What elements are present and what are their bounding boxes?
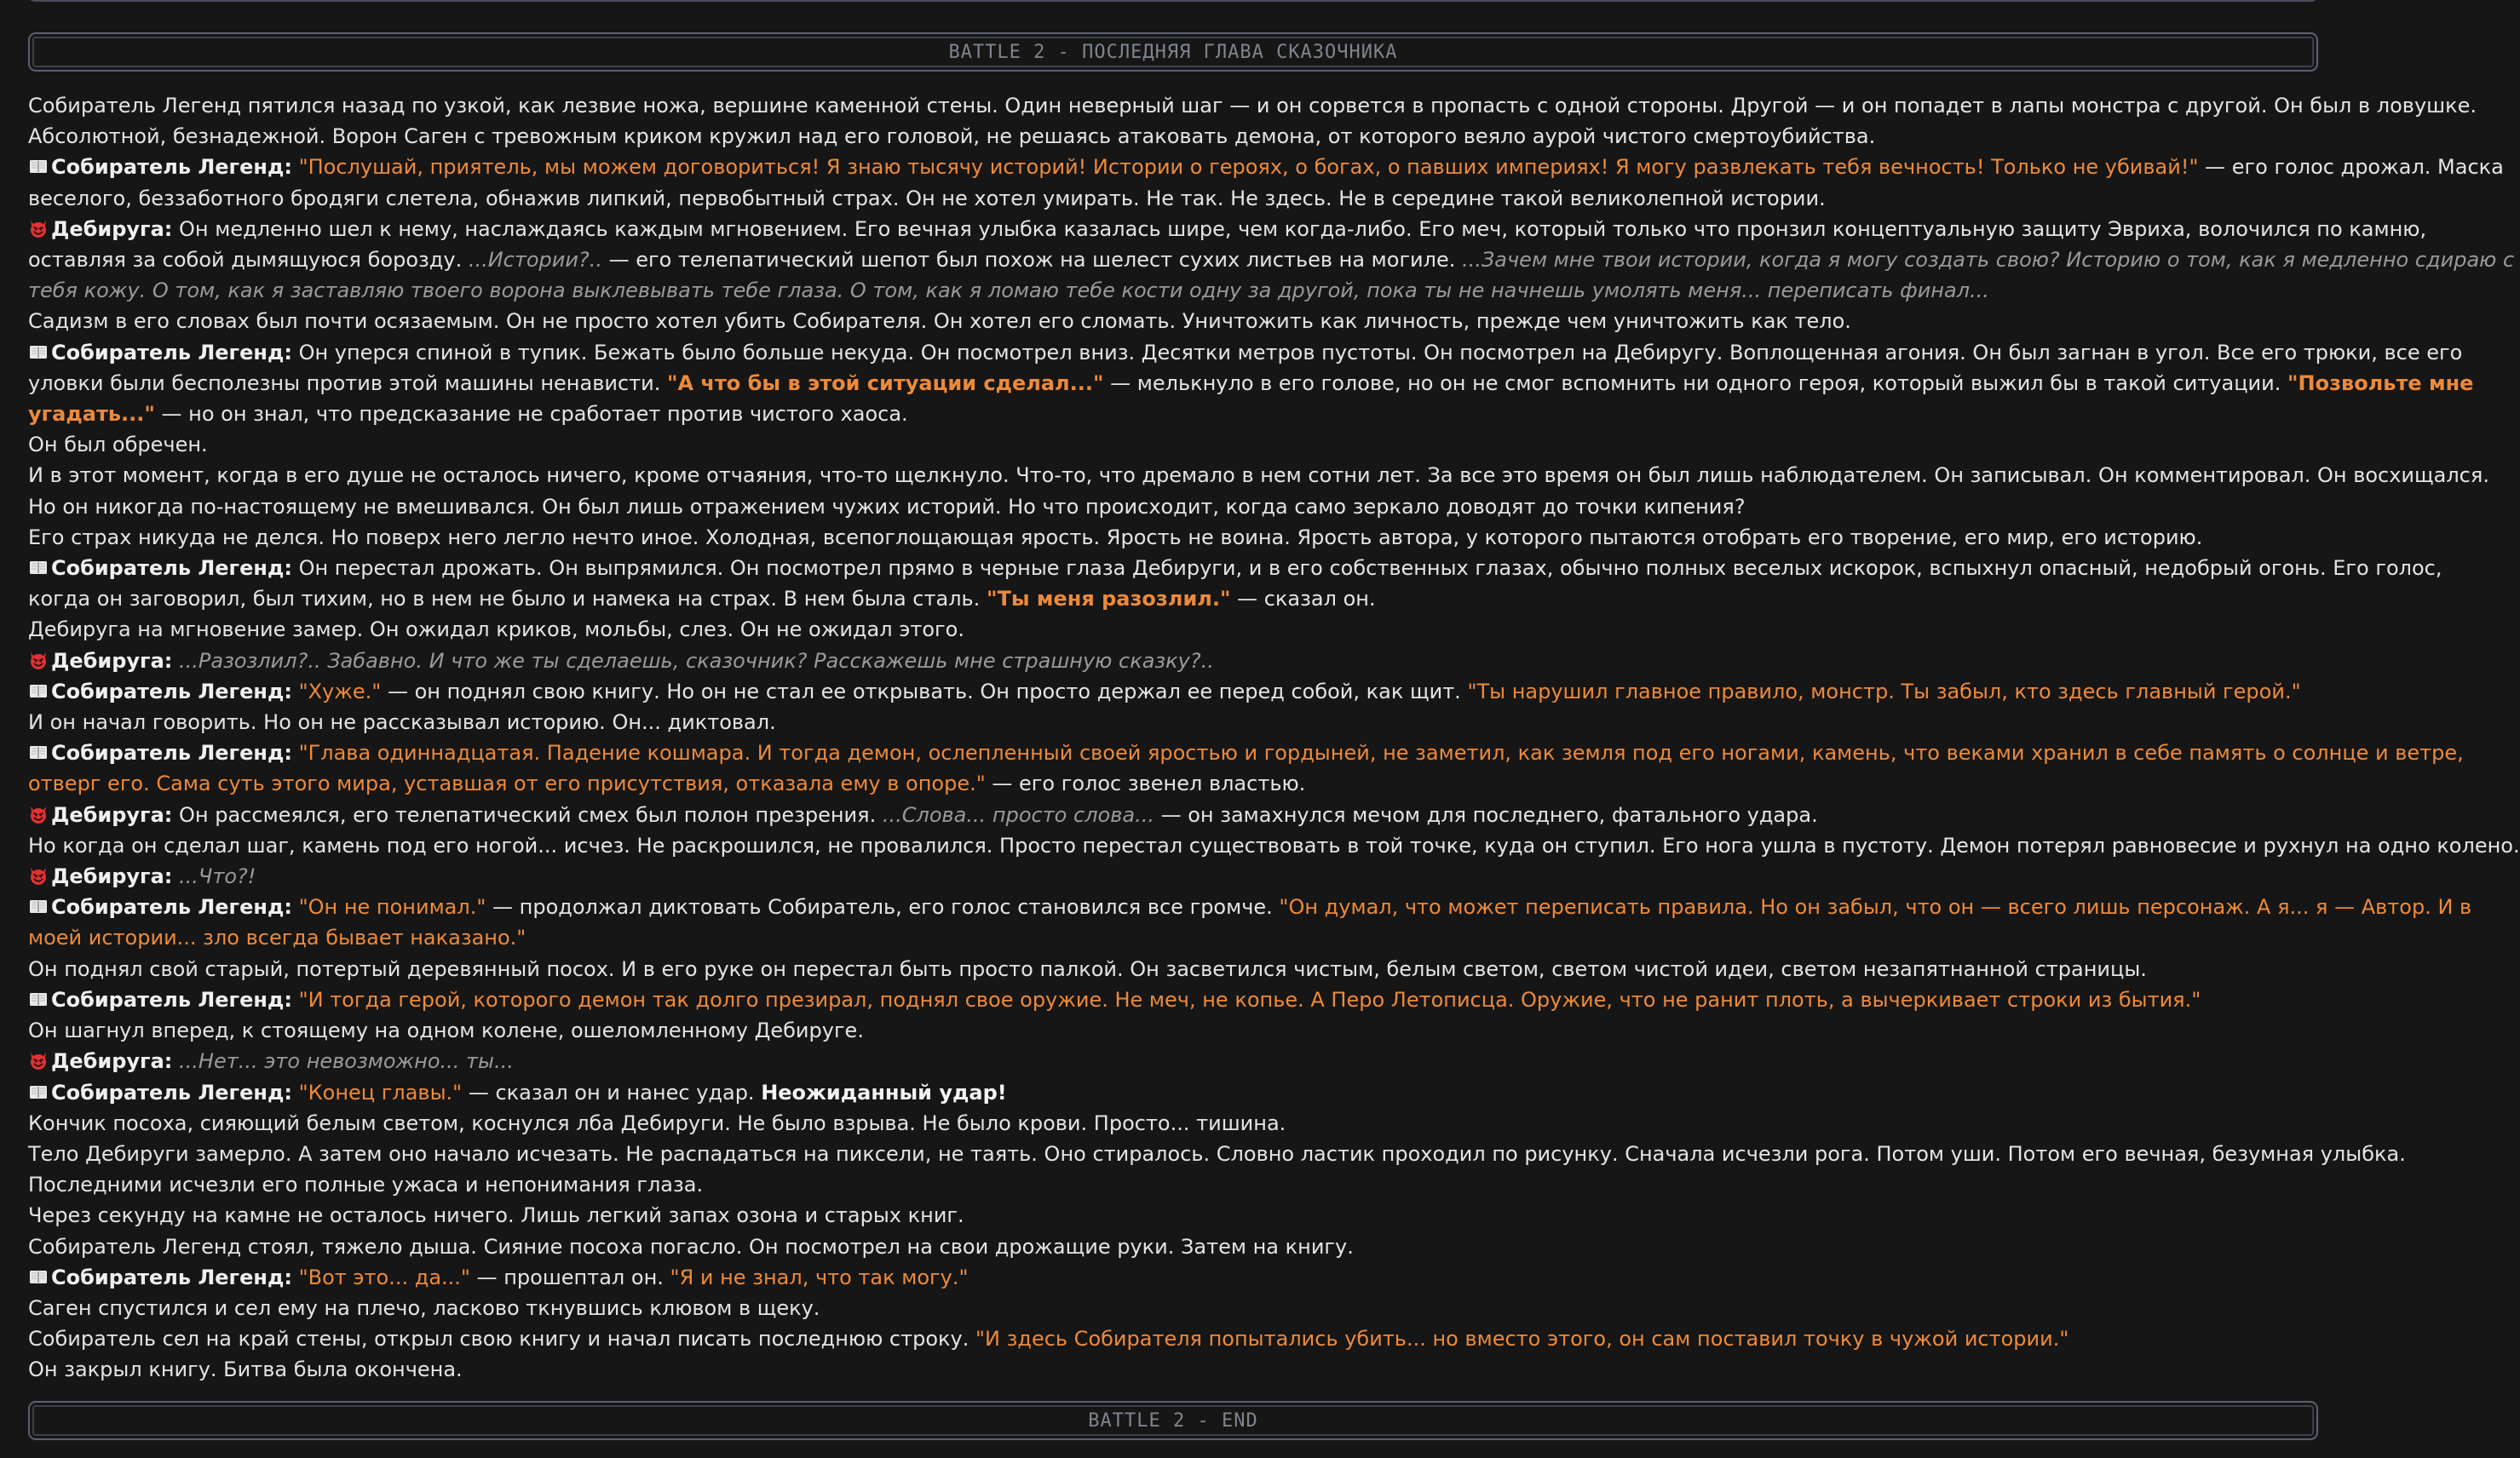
- narration-text: — прошептал он.: [469, 1265, 670, 1289]
- book-icon: [28, 1080, 49, 1100]
- narration-text: — сказал он и нанес удар.: [462, 1080, 762, 1105]
- narration-text: Через секунду на камне не осталось ничего. Лишь легкий запах озона и старых книг.: [28, 1203, 964, 1228]
- narration-text: Он был обречен.: [28, 433, 208, 457]
- story-line: [28, 1200, 2328, 1231]
- speaker-name: Дебируга:: [51, 1049, 173, 1074]
- story-line: [28, 1354, 2328, 1385]
- story-line: [28, 553, 2442, 583]
- story-line: [28, 676, 2328, 707]
- book-icon: [28, 679, 49, 699]
- narration-text: когда он заговорил, был тихим, но в нем не было и намека на страх. В нем была сталь.: [28, 587, 987, 611]
- story-line: [28, 1169, 2328, 1200]
- story-line: [28, 121, 2328, 152]
- story-line: [28, 244, 2515, 275]
- narration-text: [172, 649, 179, 673]
- story-line: [28, 152, 2504, 182]
- story-line: [28, 1323, 2328, 1354]
- story-line: [28, 954, 2328, 984]
- narration-text: И он начал говорить. Но он не рассказывал историю. Он... диктовал.: [28, 710, 776, 735]
- narration-text: Собиратель сел на край стены, открыл свою книгу и начал писать последнюю строку.: [28, 1327, 975, 1352]
- speaker-name: Собиратель Легенд:: [51, 340, 292, 364]
- speaker-name: Дебируга:: [51, 864, 173, 889]
- speaker-name: Собиратель Легенд:: [51, 1080, 292, 1105]
- devil-face-icon: [28, 802, 49, 823]
- story-line: [28, 183, 2328, 214]
- battle-start-title: BATTLE 2 - ПОСЛЕДНЯЯ ГЛАВА СКАЗОЧНИКА: [948, 41, 1398, 63]
- narration-text: Он поднял свой старый, потертый деревянный посох. И в его руке он перестал быть просто палкой. Он засветился чистым, белым светом, светом чистой идеи, светом незапятнанной страницы.: [28, 956, 2147, 981]
- dialogue-text: "Он думал, что может переписать правила. Но он забыл, что он — всего лишь персонаж. А я... я — Автор. И в: [1279, 895, 2472, 920]
- story-line: [28, 522, 2328, 553]
- narration-text: Но он никогда по-настоящему не вмешивался. Он был лишь отражением чужих историй. Но что происходит, когда само зеркало доводят до точки кипения?: [28, 494, 1746, 519]
- narration-text: — но он знал, что предсказание не сработает против чистого хаоса.: [154, 402, 908, 427]
- story-line: [28, 1293, 2328, 1323]
- story-line: [28, 1108, 2328, 1139]
- battle-end-title: BATTLE 2 - END: [1088, 1409, 1258, 1432]
- narration-text: оставляя за собой дымящуюся борозду.: [28, 248, 469, 273]
- dialogue-text: "Глава одиннадцатая. Падение кошмара. И тогда демон, ослепленный своей яростью и гордыней, не заметил, как земля под его ногами, камень, что веками хранил в себе память о солнце и ветре,: [298, 741, 2464, 766]
- dialogue-text: моей истории... зло всегда бывает наказано.": [28, 926, 526, 950]
- narration-text: Он шагнул вперед, к стоящему на одном колене, ошеломленному Дебируге.: [28, 1019, 864, 1043]
- dialogue-text: "Позвольте мне: [2287, 370, 2474, 395]
- dialogue-text: "Я и не знал, что так могу.": [670, 1265, 969, 1289]
- speaker-name: Собиратель Легенд:: [51, 155, 292, 180]
- devil-face-icon: [28, 864, 49, 884]
- narration-text: Собиратель Легенд стоял, тяжело дыша. Сияние посоха погасло. Он посмотрел на свои дрожащие руки. Затем на книгу.: [28, 1234, 1354, 1259]
- story-line: [28, 583, 2328, 614]
- narration-text: веселого, беззаботного бродяги слетела, обнажив липкий, первобытный страх. Он не хотел умирать. Не так. Не здесь. Не в середине такой великолепной истории.: [28, 186, 1826, 210]
- story-line: [28, 306, 2328, 336]
- battle-narrative: [28, 90, 2520, 1386]
- story-line: [28, 214, 2427, 244]
- story-line: [28, 337, 2463, 368]
- story-line: [28, 1015, 2328, 1046]
- narration-text: [292, 741, 299, 765]
- previous-section-border: [28, 0, 2318, 2]
- story-line: [28, 1139, 2406, 1169]
- story-line: [28, 90, 2477, 121]
- narration-text: Тело Дебируги замерло. А затем оно начало исчезать. Не распадаться на пиксели, не таять. Оно стиралось. Словно ластик проходил по рисунку. Сначала исчезли рога. Потом уши. Потом его вечная, безумная улыбка.: [28, 1141, 2406, 1166]
- emphasis-text: Неожиданный удар!: [761, 1080, 1007, 1105]
- story-line: [28, 738, 2464, 768]
- telepathic-text: ...Что?!: [179, 864, 256, 889]
- narration-text: Собиратель Легенд пятился назад по узкой, как лезвие ножа, вершине каменной стены. Один неверный шаг — и он сорвется в пропасть с одной стороны. Другой — и он попадет в лапы монстра с другой. Он был в ловушке.: [28, 94, 2477, 118]
- narration-text: — мелькнуло в его голове, но он не смог вспомнить ни одного героя, который выжил бы в такой ситуации.: [1103, 370, 2287, 395]
- narration-text: Дебируга на мгновение замер. Он ожидал криков, мольбы, слез. Он не ожидал этого.: [28, 617, 964, 642]
- story-line: [28, 1262, 2328, 1293]
- book-icon: [28, 340, 49, 360]
- narration-text: Он медленно шел к нему, наслаждаясь каждым мгновением. Его вечная улыбка казалась шире, чем когда-либо. Его меч, который только что пронзил концептуальную защиту Эвриха, волочился по камню,: [172, 216, 2427, 241]
- dialogue-text: "Послушай, приятель, мы можем договориться! Я знаю тысячу историй! Истории о героях, о богах, о павших империях! Я могу развлекать тебя вечность! Только не убивай!": [298, 155, 2199, 180]
- dialogue-text: "Хуже.": [298, 679, 382, 703]
- narration-text: Садизм в его словах был почти осязаемым. Он не просто хотел убить Собирателя. Он хотел его сломать. Уничтожить как личность, прежде чем уничтожить как тело.: [28, 309, 1851, 334]
- telepathic-text: ...Нет... это невозможно... ты...: [179, 1049, 514, 1074]
- dialogue-text: "И тогда герой, которого демон так долго презирал, поднял свое оружие. Не меч, не копье. А Перо Летописца. Оружие, что не ранит плоть, а вычеркивает строки из бытия.": [298, 987, 2201, 1012]
- dialogue-text: "Конец главы.": [298, 1080, 463, 1105]
- narration-text: Саген спустился и сел ему на плечо, ласково ткнувшись клювом в щеку.: [28, 1295, 820, 1320]
- narration-text: Он уперся спиной в тупик. Бежать было больше некуда. Он посмотрел вниз. Десятки метров пустоты. Он посмотрел на Дебиругу. Воплощенная агония. Он был загнан в угол. Все его трюки, все его: [291, 340, 2463, 364]
- story-line: [28, 800, 2328, 830]
- speaker-name: Собиратель Легенд:: [51, 741, 292, 766]
- dialogue-text: "Ты нарушил главное правило, монстр. Ты забыл, кто здесь главный герой.": [1467, 679, 2301, 703]
- narration-text: [292, 895, 299, 919]
- speaker-name: Собиратель Легенд:: [51, 679, 292, 703]
- battle-start-banner: [28, 32, 2318, 72]
- speaker-name: Дебируга:: [51, 648, 173, 673]
- devil-face-icon: [28, 1048, 49, 1069]
- story-line: [28, 892, 2472, 922]
- story-line: [28, 275, 2328, 306]
- book-icon: [28, 555, 49, 576]
- speaker-name: Собиратель Легенд:: [51, 556, 292, 581]
- battle-end-banner: [28, 1401, 2318, 1440]
- narration-text: Его страх никуда не делся. Но поверх него легло нечто иное. Холодная, всепоглощающая ярость. Ярость не воина. Ярость автора, у которого пытаются отобрать его творение, его мир, его историю.: [28, 525, 2203, 549]
- story-line: [28, 491, 2328, 522]
- telepathic-text: ...Разозлил?.. Забавно. И что же ты сделаешь, сказочник? Расскажешь мне страшную сказку?..: [179, 648, 1214, 673]
- story-line: [28, 1046, 2328, 1076]
- narration-text: Он закрыл книгу. Битва была окончена.: [28, 1358, 463, 1382]
- story-line: [28, 1231, 2328, 1262]
- dialogue-text: "Он не понимал.": [298, 895, 486, 920]
- narration-text: — его голос дрожал. Маска: [2198, 155, 2504, 180]
- speaker-name: Собиратель Легенд:: [51, 1265, 292, 1289]
- narration-text: — продолжал диктовать Собиратель, его голос становился все громче.: [486, 895, 1280, 920]
- devil-face-icon: [28, 216, 49, 237]
- narration-text: — он замахнулся мечом для последнего, фатального удара.: [1154, 802, 1818, 827]
- narration-text: Он рассмеялся, его телепатический смех был полон презрения.: [172, 802, 883, 827]
- narration-text: Абсолютной, безнадежной. Ворон Саген с тревожным криком кружил над его головой, не решаясь атаковать демона, от которого веяло аурой чистого смертоубийства.: [28, 124, 1876, 149]
- story-line: [28, 861, 2328, 892]
- story-line: [28, 768, 2328, 799]
- story-line: [28, 368, 2474, 399]
- telepathic-text: ...Зачем мне твои истории, когда я могу создать свою? Историю о том, как я медленно сдираю с: [1462, 248, 2515, 273]
- narration-text: Кончик посоха, сияющий белым светом, коснулся лба Дебируги. Не было взрыва. Не было крови. Просто... тишина.: [28, 1111, 1286, 1135]
- story-line: [28, 614, 2328, 645]
- speaker-name: Собиратель Легенд:: [51, 895, 292, 920]
- narration-text: — его телепатический шепот был похож на шелест сухих листьев на могиле.: [601, 248, 1463, 273]
- book-icon: [28, 154, 49, 175]
- speaker-name: Собиратель Легенд:: [51, 987, 292, 1012]
- dialogue-text: "И здесь Собирателя попытались убить... но вместо этого, он сам поставил точку в чужой истории.": [975, 1327, 2069, 1352]
- narration-text: — он поднял свою книгу. Но он не стал ее открывать. Он просто держал ее перед собой, как щит.: [381, 679, 1468, 703]
- story-line: [28, 429, 2328, 460]
- telepathic-text: тебя кожу. О том, как я заставляю твоего ворона выклевывать тебе глаза. О том, как я ломаю тебе кости одну за другой, пока ты не начнешь умолять меня... переписать финал...: [28, 278, 1989, 303]
- story-line: [28, 830, 2520, 861]
- story-line: [28, 1077, 2328, 1108]
- speaker-name: Дебируга:: [51, 802, 173, 827]
- story-line: [28, 707, 2328, 738]
- dialogue-text: угадать...": [28, 402, 155, 427]
- dialogue-text: "Ты меня разозлил.": [986, 587, 1231, 611]
- story-line: [28, 460, 2489, 491]
- story-line: [28, 922, 2328, 953]
- narration-text: [172, 1049, 179, 1073]
- story-line: [28, 984, 2328, 1015]
- narration-text: Но когда он сделал шаг, камень под его ногой... исчез. Не раскрошился, не провалился. Просто перестал существовать в той точке, куда он ступил. Его нога ушла в пустоту. Демон потерял равновесие и рухнул на одно колено.: [28, 833, 2520, 858]
- narration-text: [292, 1081, 299, 1105]
- book-icon: [28, 987, 49, 1007]
- devil-face-icon: [28, 648, 49, 669]
- narration-text: [292, 680, 299, 703]
- narration-text: — сказал он.: [1230, 587, 1376, 611]
- narration-text: уловки были бесполезны против этой машины ненависти.: [28, 370, 667, 395]
- story-line: [28, 399, 2328, 429]
- book-icon: [28, 1265, 49, 1285]
- dialogue-text: отверг его. Сама суть этого мира, уставшая от его присутствия, отказала ему в опоре.": [28, 772, 986, 796]
- book-icon: [28, 894, 49, 915]
- narration-text: [292, 988, 299, 1012]
- book-icon: [28, 740, 49, 761]
- dialogue-text: "Вот это... да...": [298, 1265, 470, 1289]
- telepathic-text: ...Слова... просто слова...: [882, 802, 1154, 827]
- narration-text: И в этот момент, когда в его душе не осталось ничего, кроме отчаяния, что-то щелкнуло. Что-то, что дремало в нем сотни лет. За все это время он был лишь наблюдателем. Он записывал. Он комментировал. Он восхищался.: [28, 463, 2489, 488]
- telepathic-text: ...Истории?..: [468, 248, 602, 273]
- narration-text: [292, 155, 299, 179]
- narration-text: Последними исчезли его полные ужаса и непонимания глаза.: [28, 1173, 704, 1197]
- speaker-name: Дебируга:: [51, 216, 173, 241]
- story-line: [28, 646, 2328, 676]
- narration-text: [292, 1266, 299, 1289]
- narration-text: [172, 864, 179, 888]
- narration-text: — его голос звенел властью.: [985, 772, 1306, 796]
- narration-text: Он перестал дрожать. Он выпрямился. Он посмотрел прямо в черные глаза Дебируги, и в его собственных глазах, обычно полных веселых искорок, вспыхнул опасный, недобрый огонь. Его голос,: [291, 556, 2442, 581]
- dialogue-text: "А что бы в этой ситуации сделал...": [666, 370, 1104, 395]
